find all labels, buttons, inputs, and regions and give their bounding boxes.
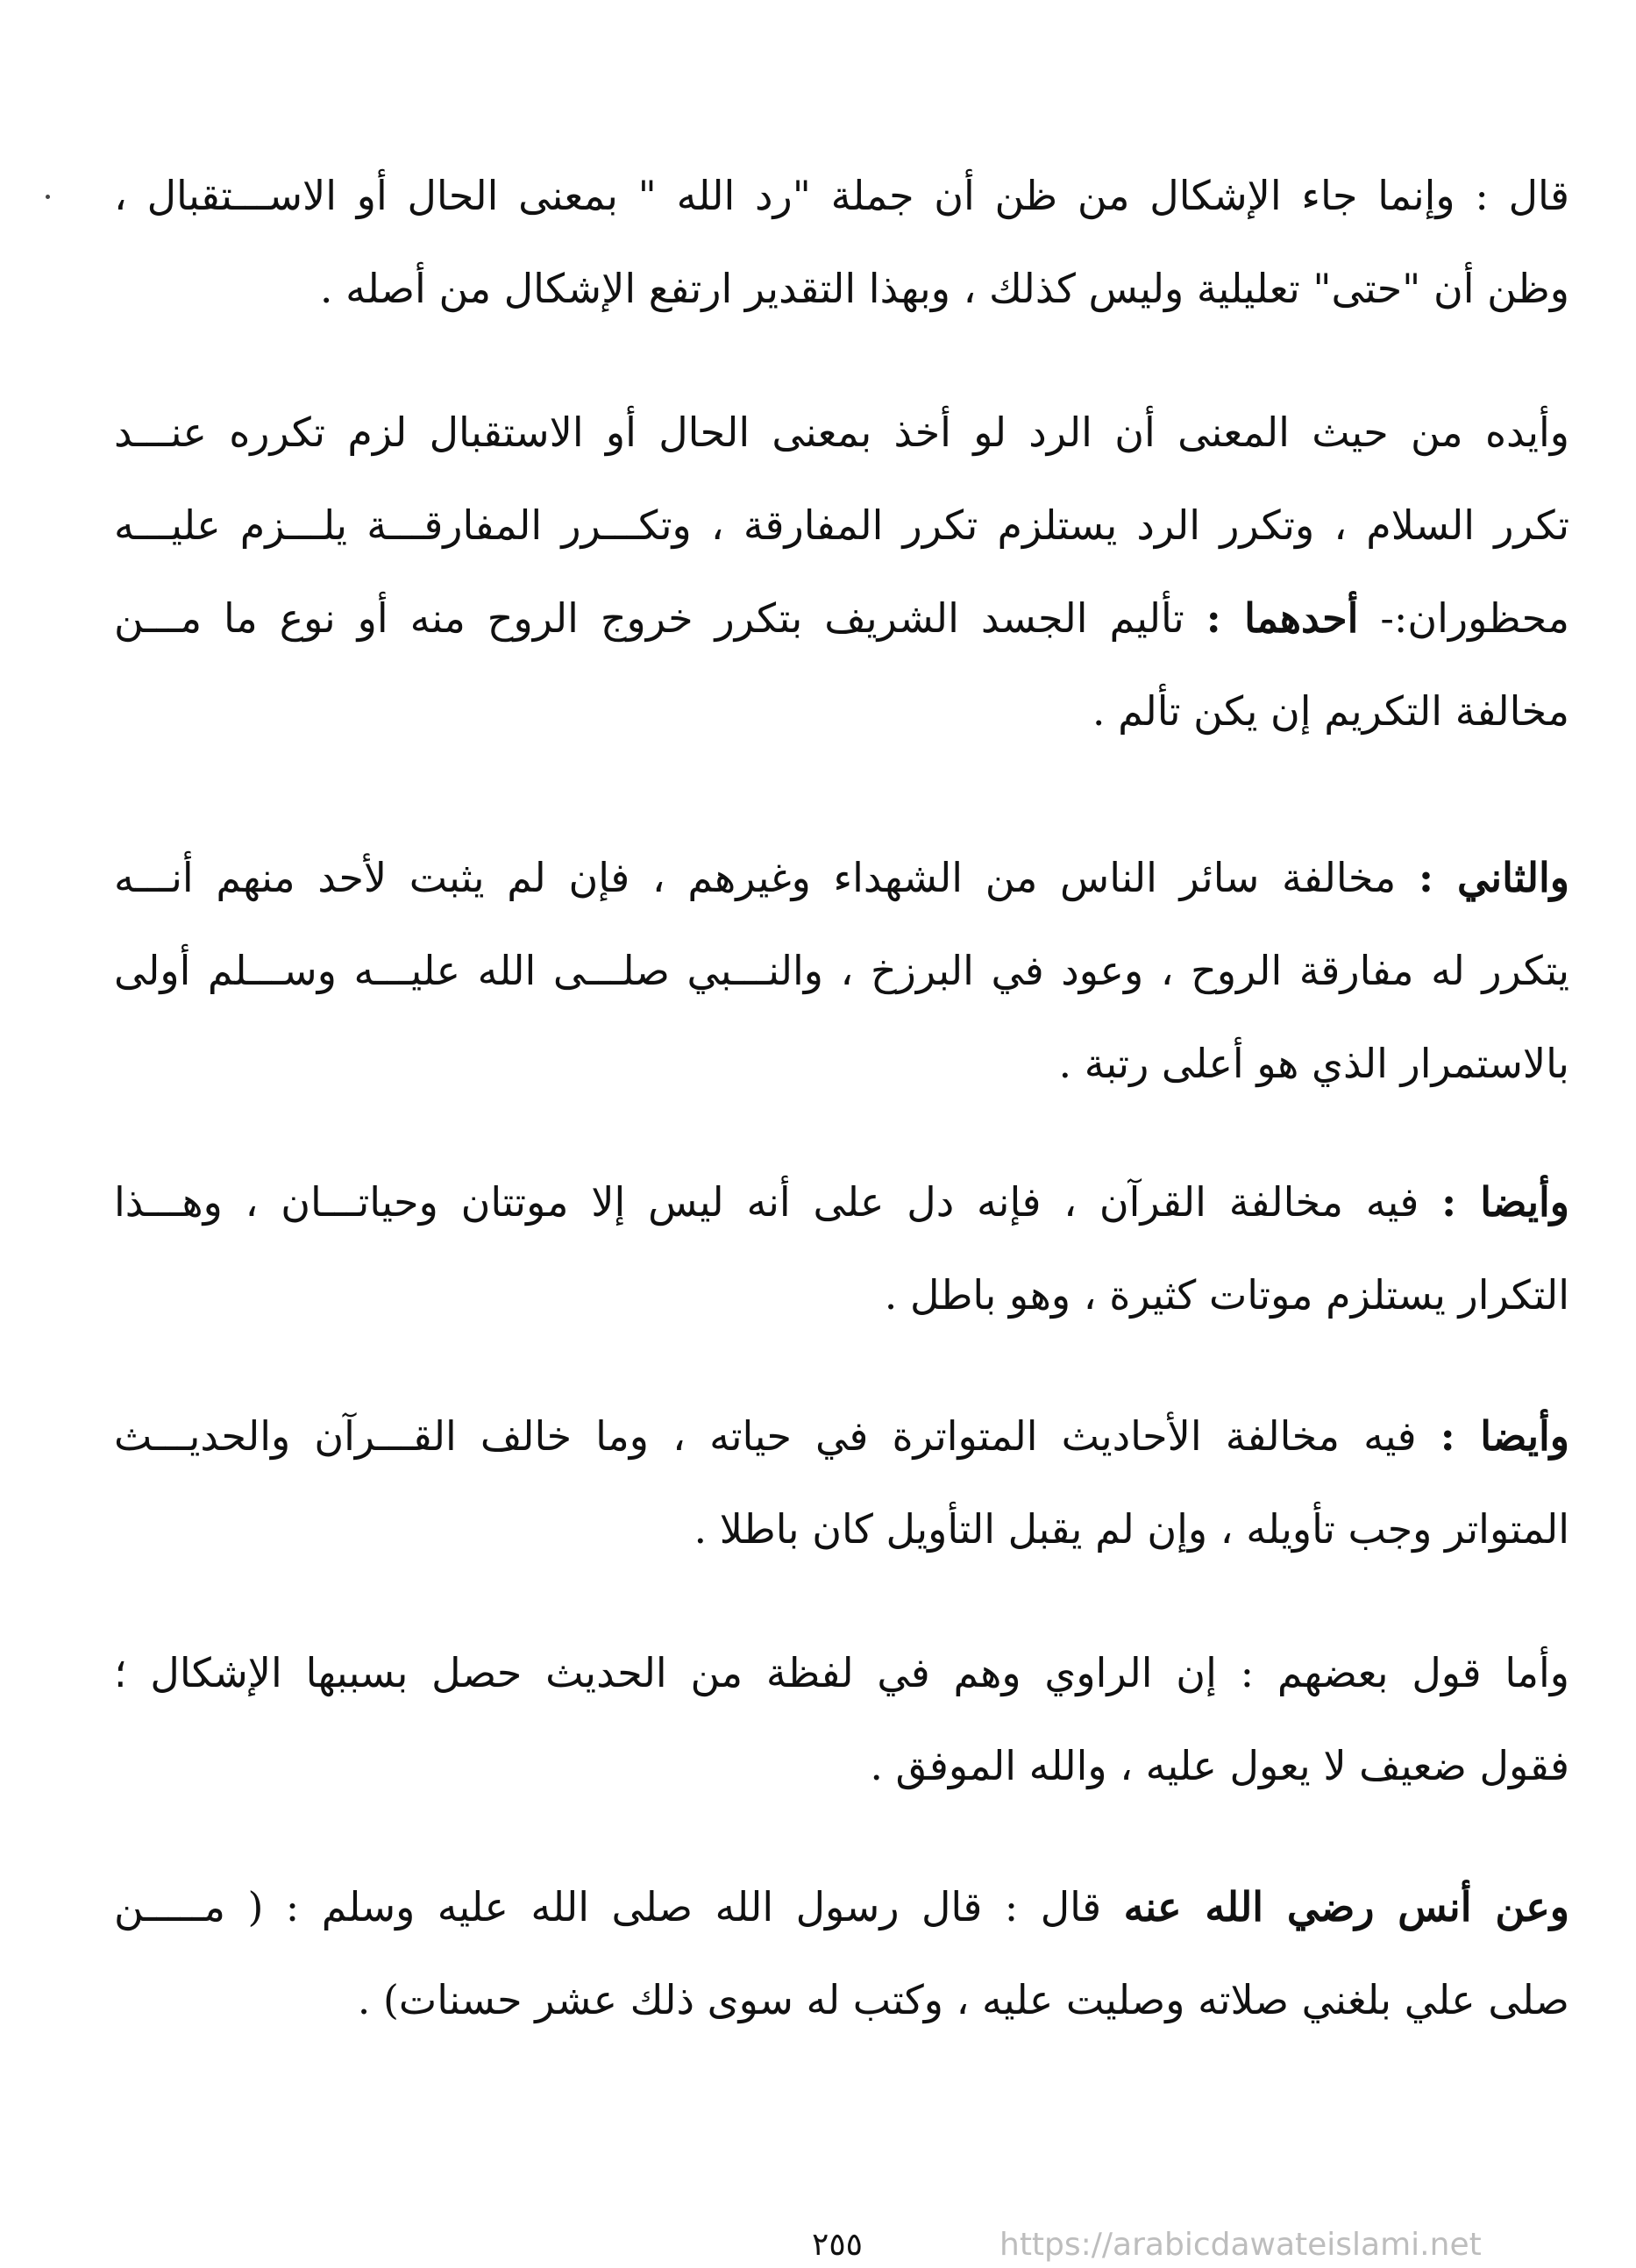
paragraph-line: صلى علي بلغني صلاته وصليت عليه ، وكتب له سوى ذلك عشر حسنات) . bbox=[357, 1976, 1569, 2023]
paragraph-line-rest: فيه مخالفة الأحاديث المتواترة في حياته ، وما خالف القـــرآن والحديـــث bbox=[114, 1412, 1417, 1460]
paragraph-4 bbox=[114, 1155, 1569, 1341]
paragraph-line-rest: فيه مخالفة القرآن ، فإنه دل على أنه ليس إلا موتتان وحياتـــان ، وهـــذا bbox=[114, 1178, 1419, 1226]
paragraph-line-lead: محظوران:- bbox=[1358, 594, 1569, 642]
bold-label: وأيضا : bbox=[1440, 1412, 1569, 1460]
bold-label: والثاني : bbox=[1418, 854, 1570, 901]
paragraph-line-mixed bbox=[114, 1860, 1569, 1953]
scan-speck bbox=[46, 195, 50, 199]
paragraph-line: التكرار يستلزم موتات كثيرة ، وهو باطل . bbox=[884, 1271, 1569, 1319]
paragraph-line: قال : وإنما جاء الإشكال من ظن أن جملة "رد الله " بمعنى الحال أو الاســـتقبال ، bbox=[114, 172, 1569, 219]
paragraph-6 bbox=[114, 1626, 1569, 1812]
paragraph-line: المتواتر وجب تأويله ، وإن لم يقبل التأويل كان باطلا . bbox=[694, 1505, 1569, 1553]
watermark: https://arabicdawateislami.net bbox=[999, 2227, 1482, 2263]
bold-label: أحدهما : bbox=[1206, 594, 1359, 642]
paragraph-line: تكرر السلام ، وتكرر الرد يستلزم تكرر المفارقة ، وتكـــرر المفارقـــة يلـــزم عليـــه bbox=[114, 501, 1569, 549]
paragraph-line-rest: مخالفة سائر الناس من الشهداء وغيرهم ، فإن لم يثبت لأحد منهم أنـــه bbox=[114, 854, 1397, 901]
paragraph-line: فقول ضعيف لا يعول عليه ، والله الموفق . bbox=[870, 1742, 1569, 1789]
bold-label: وأيضا : bbox=[1441, 1178, 1569, 1226]
paragraph-1 bbox=[114, 149, 1569, 335]
paragraph-7 bbox=[114, 1860, 1569, 2046]
paragraph-line-rest: قال : قال رسول الله صلى الله عليه وسلم : ( مـــــن bbox=[114, 1883, 1102, 1930]
paragraph-2 bbox=[114, 386, 1569, 757]
paragraph-line-mixed bbox=[114, 831, 1569, 924]
paragraph-line: وأما قول بعضهم : إن الراوي وهم في لفظة من الحديث حصل بسببها الإشكال ؛ bbox=[114, 1649, 1569, 1696]
paragraph-line: يتكرر له مفارقة الروح ، وعود في البرزخ ، والنـــبي صلـــى الله عليـــه وســـلم أولى bbox=[114, 947, 1569, 994]
paragraph-line-mixed bbox=[114, 1155, 1569, 1248]
page-number: ٢٥٥ bbox=[811, 2227, 863, 2263]
paragraph-line-mixed bbox=[114, 1390, 1569, 1482]
paragraph-line: مخالفة التكريم إن يكن تألم . bbox=[1092, 687, 1569, 735]
paragraph-line-mixed bbox=[114, 572, 1569, 665]
paragraph-5 bbox=[114, 1390, 1569, 1575]
bold-label: وعن أنس رضي الله عنه bbox=[1123, 1883, 1569, 1930]
paragraph-line: وأيده من حيث المعنى أن الرد لو أخذ بمعنى الحال أو الاستقبال لزم تكرره عنـــد bbox=[114, 409, 1569, 456]
paragraph-line: بالاستمرار الذي هو أعلى رتبة . bbox=[1058, 1040, 1569, 1087]
paragraph-line-rest: تأليم الجسد الشريف بتكرر خروج الروح منه أو نوع ما مـــن bbox=[114, 594, 1184, 642]
paragraph-3 bbox=[114, 831, 1569, 1110]
paragraph-line: وظن أن "حتى" تعليلية وليس كذلك ، وبهذا التقدير ارتفع الإشكال من أصله . bbox=[319, 265, 1569, 312]
